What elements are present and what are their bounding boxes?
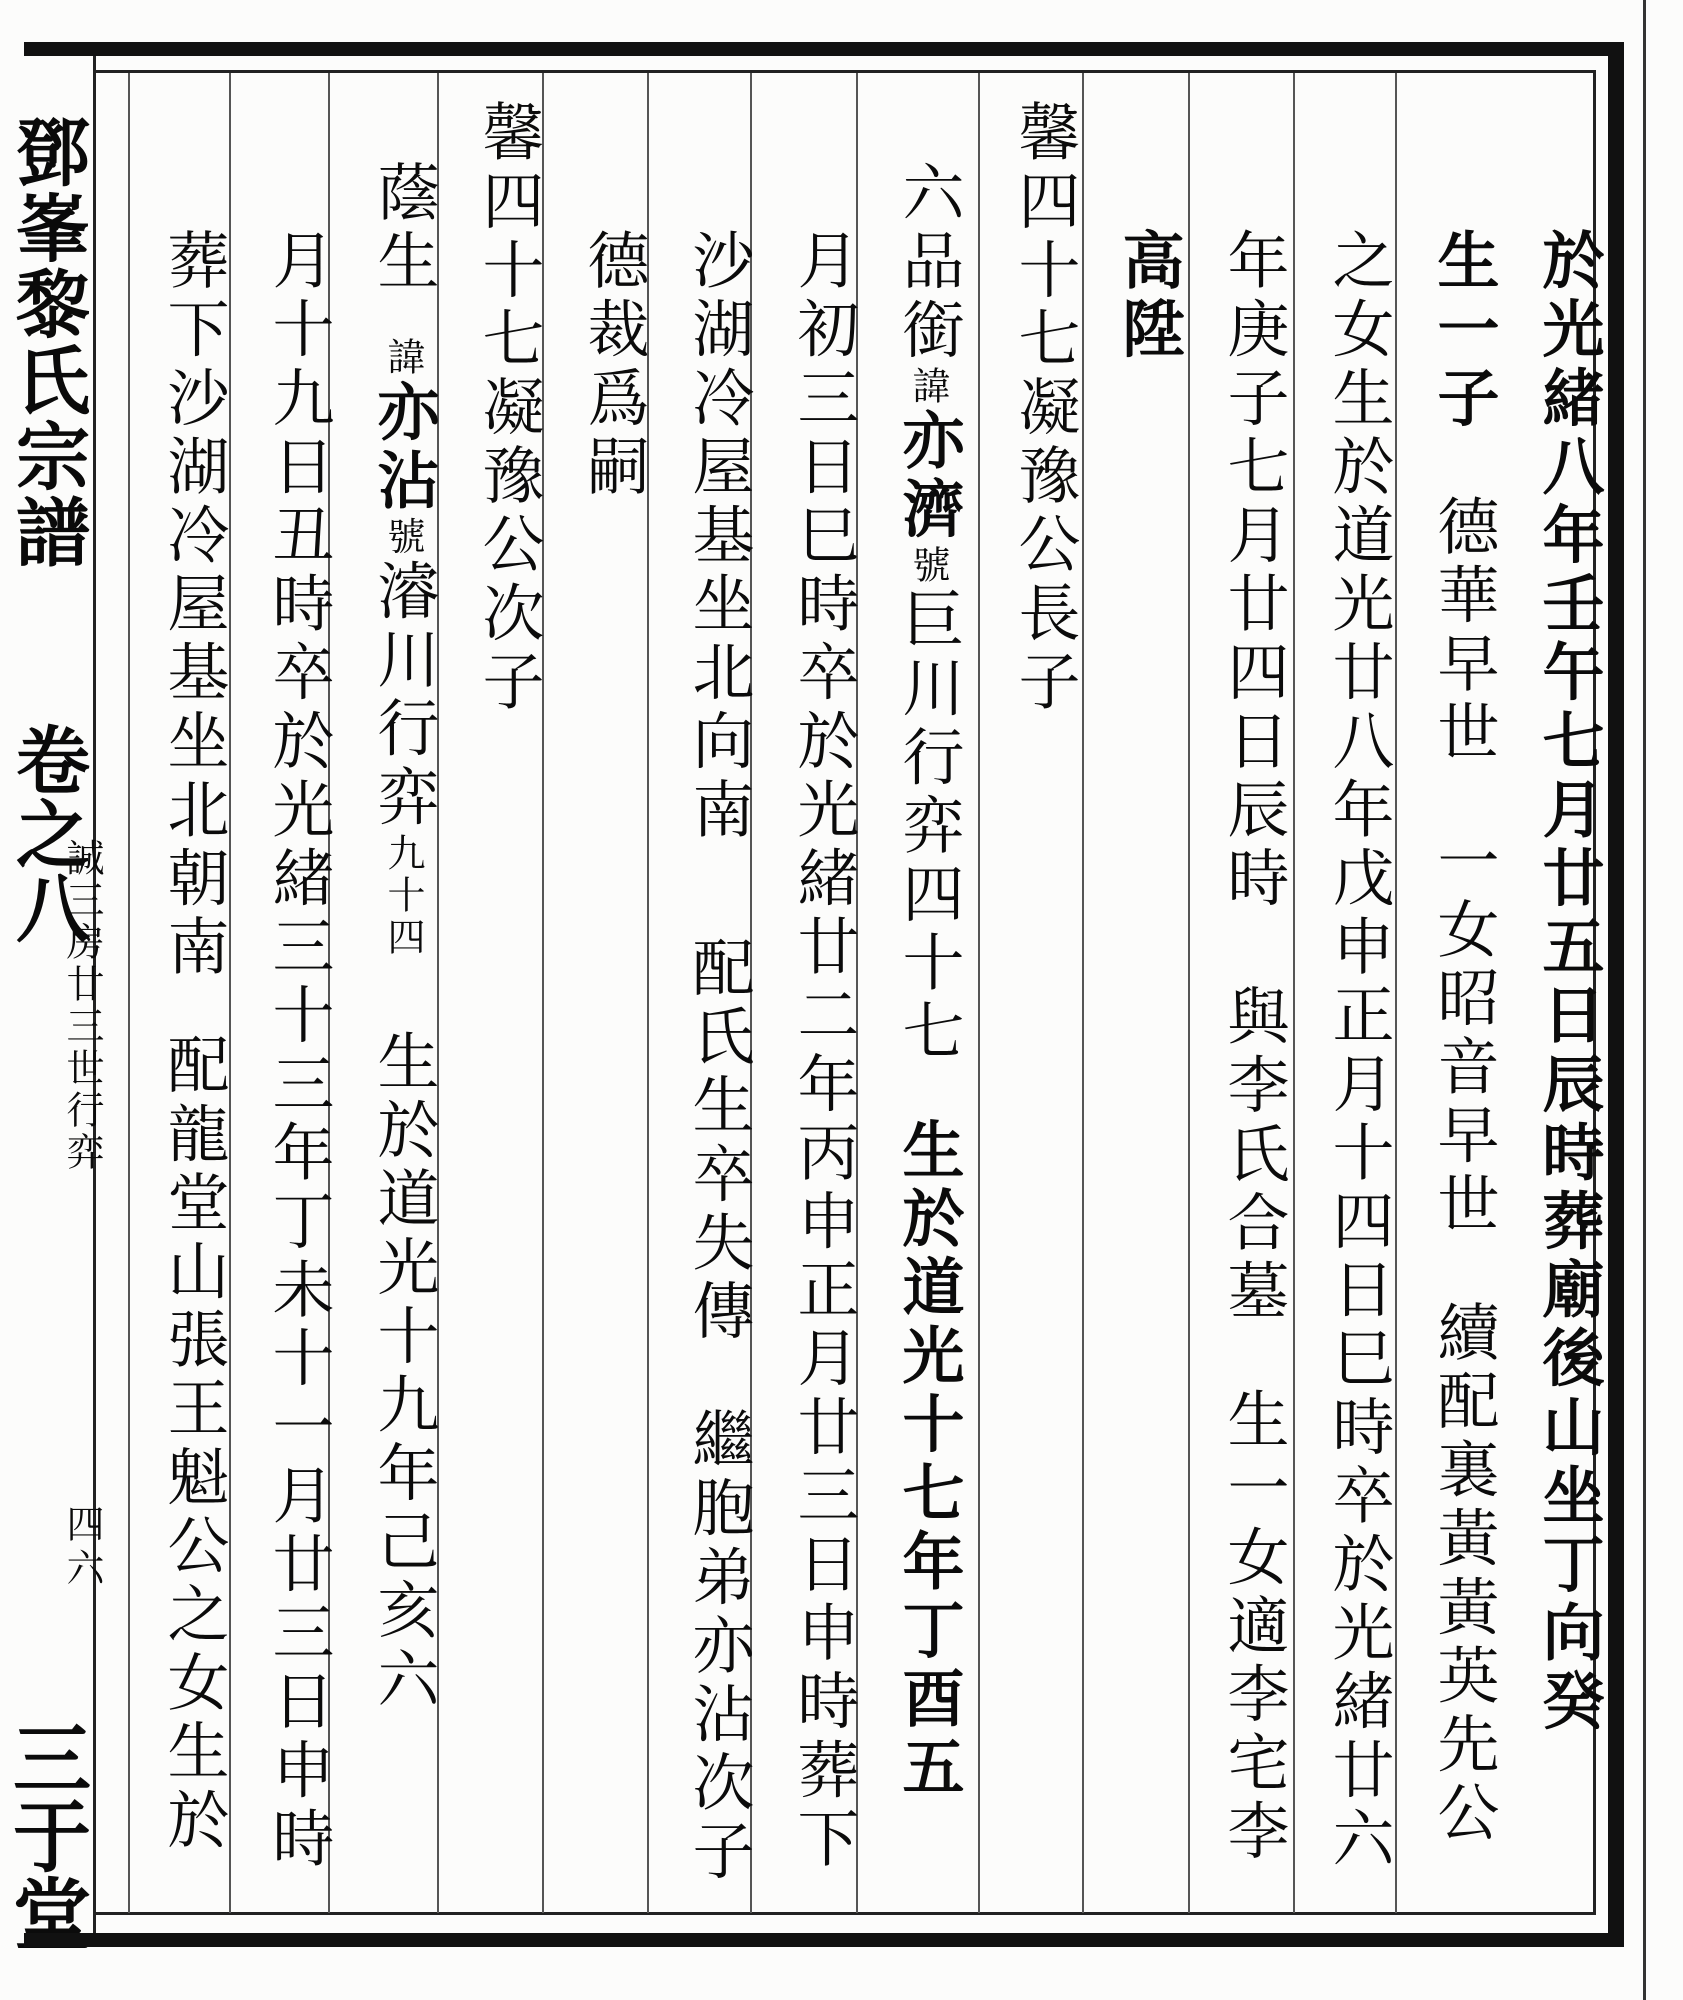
column-text: 續配裏黃黃英先公 <box>1427 1299 1500 1849</box>
text-column-14 <box>145 228 241 1856</box>
column-text: 九十四 <box>381 832 425 959</box>
column-text: 繼胞弟亦沾次子 <box>682 1407 755 1888</box>
column-text: 月初三日巳時卒於光緒廿二年丙申正月廿三日申時葬下 <box>787 228 860 1875</box>
text-column-9 <box>670 228 766 1887</box>
column-text: 巨川行弈四十七 <box>892 587 965 1068</box>
volume-label: 卷之八 <box>4 722 90 944</box>
text-column-7 <box>880 160 976 1803</box>
text-column-3 <box>1310 228 1406 1874</box>
column-text: 亦沾 <box>367 379 440 517</box>
text-column-11 <box>460 100 556 717</box>
column-text: 配龍堂山張王魁公之女生於 <box>157 1032 230 1856</box>
column-text: 配氏生卒失傳 <box>682 935 755 1348</box>
column-text: 號 <box>906 545 950 588</box>
column-text: 馨四十七凝豫公長子 <box>1008 100 1081 718</box>
column-text: 月十九日丑時卒於光緒三十三年丁未十一月廿三日申時 <box>262 228 335 1875</box>
text-column-2 <box>1415 228 1511 1849</box>
text-column-13 <box>250 228 346 1874</box>
page-number: 四六 <box>60 1504 104 1592</box>
column-text: 之女生於道光廿八年戊申正月十四日巳時卒於光緒廿六 <box>1322 228 1395 1875</box>
column-text: 亦濟 <box>892 407 965 546</box>
branch-label: 誠三房廿三世行弈 <box>60 838 104 1174</box>
column-text: 濬川行弈 <box>367 558 440 833</box>
column-text: 生於道光十九年己亥六 <box>367 1028 440 1715</box>
column-rule <box>978 73 980 1913</box>
text-column-1 <box>1520 228 1616 1737</box>
column-text: 蔭生 <box>367 160 440 298</box>
text-column-12 <box>355 160 451 1715</box>
column-text: 沙湖冷屋基坐北向南 <box>682 228 755 846</box>
column-text: 生一女適李宅李 <box>1217 1387 1290 1868</box>
text-column-6 <box>996 100 1092 717</box>
column-text: 與李氏合墓 <box>1217 984 1290 1327</box>
column-text: 於光緒八年壬午七月廿五日辰時葬廟後山坐丁向癸 <box>1532 228 1605 1738</box>
column-text: 生一子 <box>1427 228 1500 434</box>
column-text: 德裁爲嗣 <box>577 228 650 503</box>
column-text: 德華早世 <box>1427 493 1500 769</box>
column-text: 葬下沙湖冷屋基坐北朝南 <box>157 228 230 983</box>
text-column-8 <box>775 228 871 1874</box>
column-text: 高陞 <box>1112 228 1185 366</box>
column-text: 六品銜 <box>892 160 965 366</box>
column-rule <box>128 73 130 1913</box>
column-text: 年庚子七月廿四日辰時 <box>1217 228 1290 914</box>
text-column-5 <box>1100 228 1196 365</box>
book-title: 鄧峯黎氏宗譜 <box>4 114 90 570</box>
column-text: 諱 <box>381 337 425 380</box>
column-text: 生於道光十七年丁酉五 <box>892 1117 965 1804</box>
column-text: 一女昭音早世 <box>1427 828 1500 1240</box>
hall-name: 三于堂 <box>0 1718 91 1952</box>
column-text: 號 <box>381 516 425 559</box>
column-text: 馨四十七凝豫公次子 <box>472 100 545 718</box>
column-text: 諱 <box>906 365 950 408</box>
page-edge <box>1643 0 1683 2000</box>
text-column-10 <box>565 228 661 502</box>
text-column-4 <box>1205 228 1301 1867</box>
